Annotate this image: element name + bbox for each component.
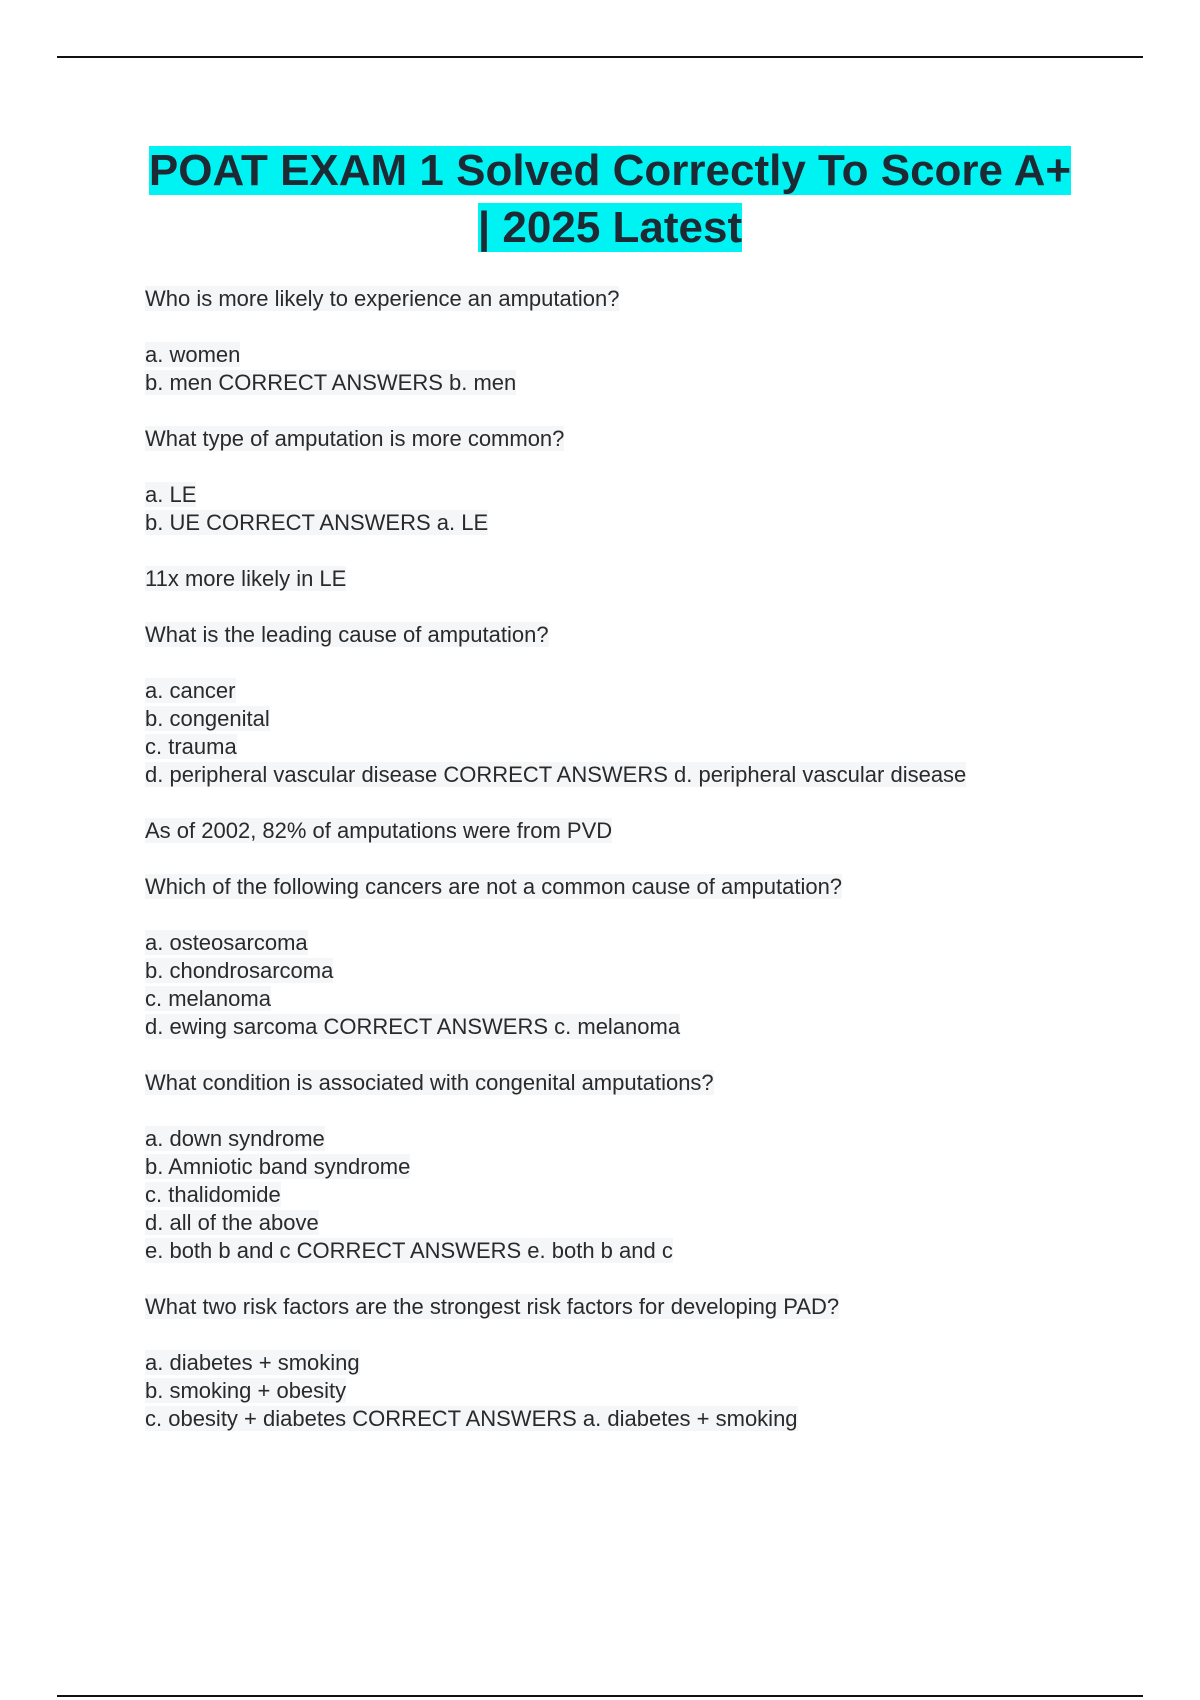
text-line-content: b. Amniotic band syndrome [145,1154,411,1179]
text-line [145,1293,1105,1321]
text-line-content: c. obesity + diabetes CORRECT ANSWERS a. diabetes + smoking [145,1406,798,1431]
text-line [145,1349,1105,1377]
text-line-content: b. congenital [145,706,270,731]
text-line [145,1181,1105,1209]
text-line-content: 11x more likely in LE [145,566,347,591]
text-line-content: c. melanoma [145,986,271,1011]
text-line [145,1377,1105,1405]
text-line-content: b. chondrosarcoma [145,958,334,983]
title-highlight: POAT EXAM 1 Solved Correctly To Score A+ | 2025 Latest [148,146,1072,252]
text-line-content: Which of the following cancers are not a common cause of amputation? [145,874,843,899]
text-line [145,1209,1105,1237]
text-line [145,621,1105,649]
text-line-content: As of 2002, 82% of amputations were from PVD [145,818,613,843]
text-line [145,929,1105,957]
question-block [145,1069,1105,1097]
text-line [145,985,1105,1013]
text-line-content: d. peripheral vascular disease CORRECT ANSWERS d. peripheral vascular disease [145,762,967,787]
text-line-content: What condition is associated with congenital amputations? [145,1070,714,1095]
text-line [145,565,1105,593]
text-line [145,1013,1105,1041]
text-line-content: b. men CORRECT ANSWERS b. men [145,370,517,395]
question-block [145,425,1105,453]
text-line-content: Who is more likely to experience an amputation? [145,286,620,311]
text-line-content: b. UE CORRECT ANSWERS a. LE [145,510,489,535]
text-line-content: a. diabetes + smoking [145,1350,360,1375]
question-block [145,565,1105,593]
text-line-content: a. LE [145,482,197,507]
text-block [145,481,1105,537]
text-line [145,817,1105,845]
document-title [140,142,1080,256]
text-line-content: a. women [145,342,241,367]
question-block [145,873,1105,901]
text-block [145,817,1105,845]
text-line-content: a. cancer [145,678,236,703]
text-block [145,621,1105,649]
footer-rule [57,1695,1143,1697]
text-line-content: a. osteosarcoma [145,930,308,955]
text-line-content: d. ewing sarcoma CORRECT ANSWERS c. melanoma [145,1014,681,1039]
text-line [145,1153,1105,1181]
text-line [145,369,1105,397]
text-line [145,873,1105,901]
text-line [145,341,1105,369]
text-line-content: What two risk factors are the strongest risk factors for developing PAD? [145,1294,840,1319]
text-block [145,341,1105,397]
text-line [145,705,1105,733]
text-line [145,509,1105,537]
text-line-content: c. trauma [145,734,237,759]
text-line [145,761,1105,789]
document-body [145,285,1105,1461]
text-line-content: What type of amputation is more common? [145,426,565,451]
text-block [145,677,1105,789]
question-block [145,1293,1105,1321]
text-line-content: e. both b and c CORRECT ANSWERS e. both b and c [145,1238,673,1263]
text-line-content: b. smoking + obesity [145,1378,347,1403]
text-line [145,1125,1105,1153]
text-line-content: d. all of the above [145,1210,319,1235]
text-line [145,733,1105,761]
text-line [145,425,1105,453]
question-block [145,285,1105,313]
text-block [145,929,1105,1041]
text-line [145,1405,1105,1433]
text-line-content: What is the leading cause of amputation? [145,622,549,647]
header-rule [57,56,1143,58]
text-line-content: c. thalidomide [145,1182,281,1207]
text-line [145,677,1105,705]
text-line [145,1237,1105,1265]
text-line [145,285,1105,313]
text-line-content: a. down syndrome [145,1126,325,1151]
text-line [145,1069,1105,1097]
text-line [145,481,1105,509]
text-block [145,1125,1105,1265]
text-block [145,1349,1105,1433]
text-line [145,957,1105,985]
